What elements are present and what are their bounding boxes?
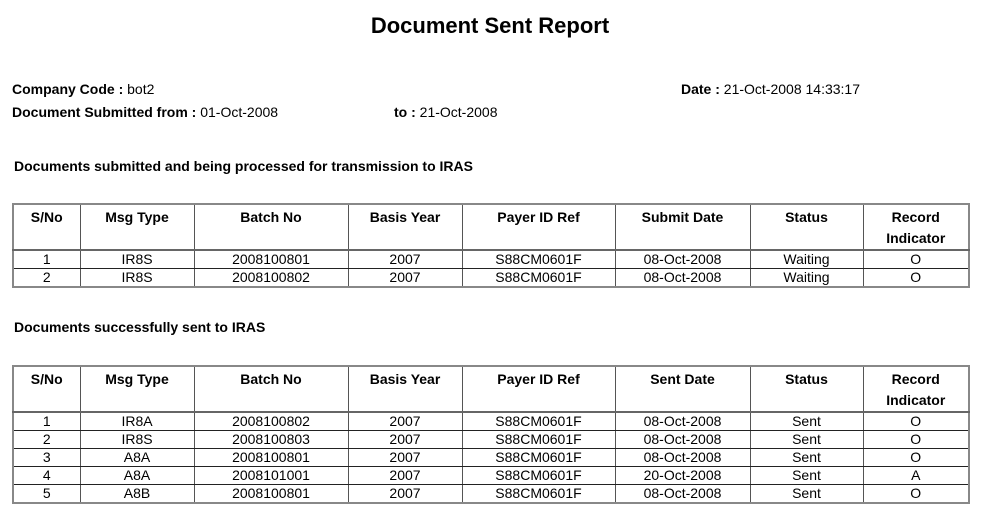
cell-sno: 5 (13, 485, 80, 504)
cell-batch-no: 2008101001 (194, 467, 348, 485)
cell-sent-date: 08-Oct-2008 (615, 431, 750, 449)
col-header-status: Status (750, 366, 863, 412)
cell-status: Sent (750, 431, 863, 449)
col-header-basis-year: Basis Year (348, 204, 462, 250)
report-date-label: Date : (681, 81, 720, 97)
company-code (12, 81, 154, 97)
submitted-to-label: to : (394, 104, 416, 120)
cell-payer-id-ref: S88CM0601F (462, 467, 615, 485)
table-row (13, 485, 969, 504)
cell-basis-year: 2007 (348, 412, 462, 431)
cell-sno: 3 (13, 449, 80, 467)
processing-header-row (13, 204, 969, 250)
col-header-basis-year: Basis Year (348, 366, 462, 412)
cell-sent-date: 20-Oct-2008 (615, 467, 750, 485)
submitted-from-value: 01-Oct-2008 (200, 104, 279, 120)
cell-sent-date: 08-Oct-2008 (615, 485, 750, 504)
cell-status: Sent (750, 412, 863, 431)
cell-record-indicator: O (863, 250, 969, 269)
cell-msg-type: A8A (80, 467, 194, 485)
cell-record-indicator: O (863, 412, 969, 431)
company-code-label: Company Code : (12, 81, 124, 97)
cell-sno: 2 (13, 431, 80, 449)
report-title: Document Sent Report (370, 13, 610, 38)
cell-sno: 4 (13, 467, 80, 485)
cell-payer-id-ref: S88CM0601F (462, 431, 615, 449)
submitted-from (12, 104, 278, 120)
cell-basis-year: 2007 (348, 449, 462, 467)
cell-sno: 1 (13, 412, 80, 431)
submitted-to-value: 21-Oct-2008 (419, 104, 498, 120)
submitted-from-label: Document Submitted from : (12, 104, 197, 120)
cell-record-indicator: O (863, 449, 969, 467)
sent-header-row (13, 366, 969, 412)
table-row (13, 250, 969, 269)
cell-sent-date: 08-Oct-2008 (615, 449, 750, 467)
col-header-batch-no: Batch No (194, 366, 348, 412)
cell-msg-type: A8A (80, 449, 194, 467)
sent-table (12, 365, 970, 504)
cell-payer-id-ref: S88CM0601F (462, 250, 615, 269)
col-header-payer-id-ref: Payer ID Ref (462, 366, 615, 412)
cell-batch-no: 2008100801 (194, 250, 348, 269)
cell-submit-date: 08-Oct-2008 (615, 269, 750, 288)
table-row (13, 449, 969, 467)
table-row (13, 467, 969, 485)
col-header-record-indicator: Record Indicator (863, 204, 969, 250)
cell-basis-year: 2007 (348, 485, 462, 504)
cell-status: Waiting (750, 269, 863, 288)
col-header-submit-date: Submit Date (615, 204, 750, 250)
cell-payer-id-ref: S88CM0601F (462, 412, 615, 431)
cell-payer-id-ref: S88CM0601F (462, 485, 615, 504)
cell-batch-no: 2008100801 (194, 485, 348, 504)
cell-msg-type: IR8S (80, 431, 194, 449)
cell-status: Sent (750, 485, 863, 504)
col-header-sno: S/No (13, 366, 80, 412)
sent-section-title: Documents successfully sent to IRAS (14, 319, 266, 335)
table-row (13, 412, 969, 431)
cell-msg-type: IR8A (80, 412, 194, 431)
cell-msg-type: A8B (80, 485, 194, 504)
col-header-sno: S/No (13, 204, 80, 250)
cell-msg-type: IR8S (80, 250, 194, 269)
processing-section-title: Documents submitted and being processed for transmission to IRAS (14, 158, 473, 174)
report-date-value: 21-Oct-2008 14:33:17 (723, 81, 861, 97)
cell-basis-year: 2007 (348, 269, 462, 288)
cell-msg-type: IR8S (80, 269, 194, 288)
col-header-sent-date: Sent Date (615, 366, 750, 412)
cell-status: Sent (750, 449, 863, 467)
cell-submit-date: 08-Oct-2008 (615, 250, 750, 269)
cell-basis-year: 2007 (348, 467, 462, 485)
col-header-batch-no: Batch No (194, 204, 348, 250)
cell-record-indicator: O (863, 431, 969, 449)
cell-status: Waiting (750, 250, 863, 269)
col-header-msg-type: Msg Type (80, 204, 194, 250)
cell-payer-id-ref: S88CM0601F (462, 269, 615, 288)
col-header-msg-type: Msg Type (80, 366, 194, 412)
cell-record-indicator: A (863, 467, 969, 485)
col-header-status: Status (750, 204, 863, 250)
report-date (681, 81, 860, 97)
submitted-to (394, 104, 497, 120)
cell-batch-no: 2008100803 (194, 431, 348, 449)
cell-record-indicator: O (863, 269, 969, 288)
cell-status: Sent (750, 467, 863, 485)
cell-sno: 2 (13, 269, 80, 288)
cell-record-indicator: O (863, 485, 969, 504)
processing-table (12, 203, 970, 288)
company-code-value: bot2 (127, 81, 155, 97)
col-header-record-indicator: Record Indicator (863, 366, 969, 412)
cell-batch-no: 2008100802 (194, 412, 348, 431)
cell-sno: 1 (13, 250, 80, 269)
cell-payer-id-ref: S88CM0601F (462, 449, 615, 467)
cell-batch-no: 2008100801 (194, 449, 348, 467)
cell-basis-year: 2007 (348, 431, 462, 449)
table-row (13, 431, 969, 449)
cell-batch-no: 2008100802 (194, 269, 348, 288)
col-header-payer-id-ref: Payer ID Ref (462, 204, 615, 250)
cell-basis-year: 2007 (348, 250, 462, 269)
cell-sent-date: 08-Oct-2008 (615, 412, 750, 431)
table-row (13, 269, 969, 288)
